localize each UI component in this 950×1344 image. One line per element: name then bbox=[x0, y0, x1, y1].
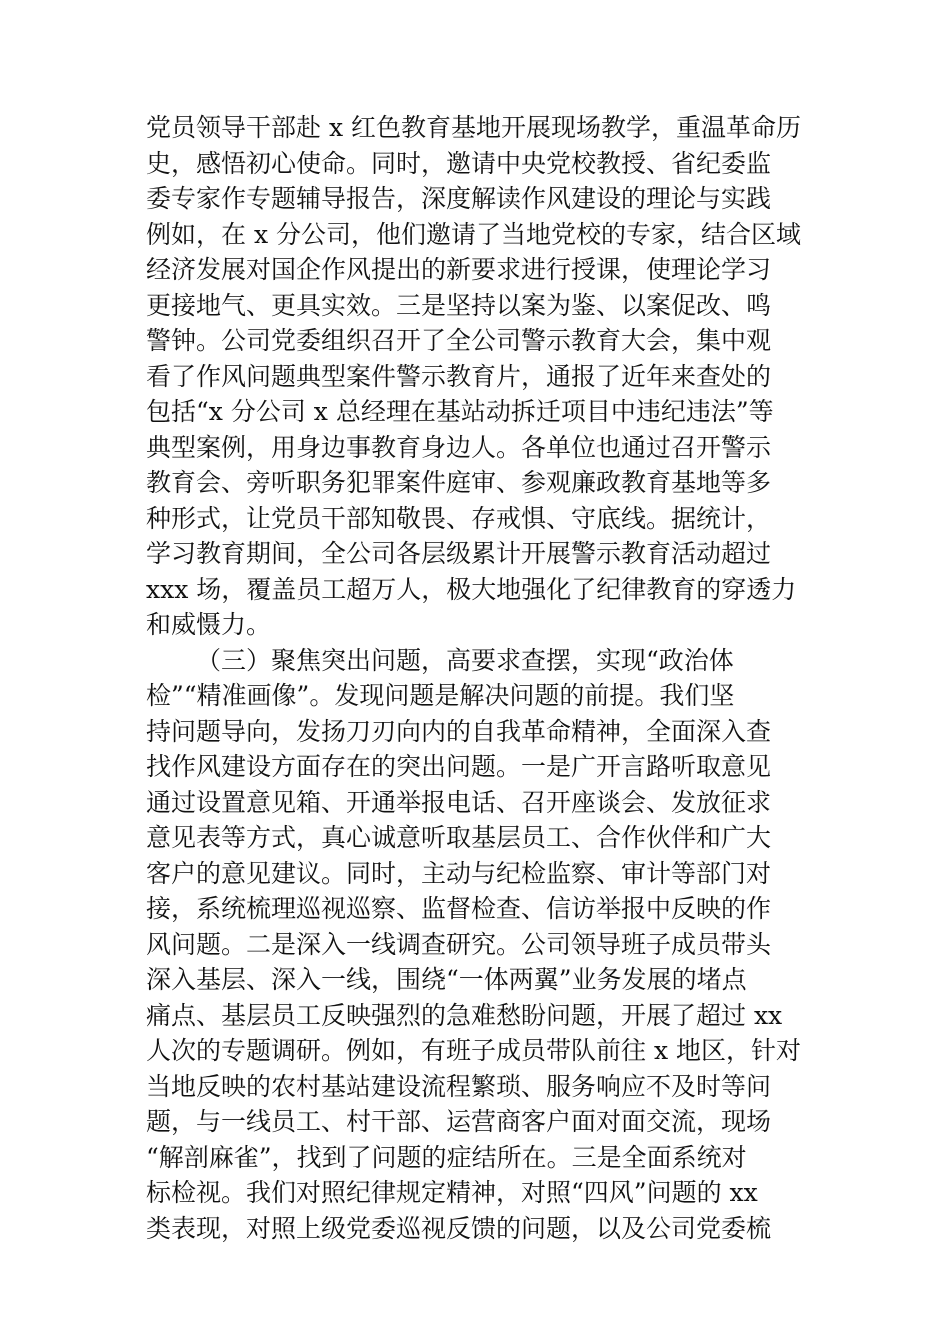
text-line: 检”“精准画像”。发现问题是解决问题的前提。我们坚 bbox=[146, 681, 735, 710]
text-line: 和威慑力。 bbox=[146, 610, 272, 639]
text-line: 例如，在 x 分公司，他们邀请了当地党校的专家，结合区域 bbox=[146, 219, 801, 249]
text-line: 标检视。我们对照纪律规定精神，对照“四风”问题的 xx bbox=[146, 1178, 758, 1207]
text-line: 学习教育期间，全公司各层级累计开展警示教育活动超过 bbox=[146, 539, 772, 568]
paragraph-1 bbox=[146, 110, 810, 643]
text-line: xxx 场，覆盖员工超万人，极大地强化了纪律教育的穿透力 bbox=[146, 574, 797, 604]
text-line: 人次的专题调研。例如，有班子成员带队前往 x 地区，针对 bbox=[146, 1036, 801, 1065]
text-line: 种形式，让党员干部知敬畏、存戒惧、守底线。据统计， bbox=[146, 503, 772, 533]
text-line: 更接地气、更具实效。三是坚持以案为鉴、以案促改、鸣 bbox=[146, 290, 772, 320]
text-line: 意见表等方式，真心诚意听取基层员工、合作伙伴和广大 bbox=[146, 823, 772, 852]
text-line: 客户的意见建议。同时，主动与纪检监察、审计等部门对 bbox=[146, 858, 772, 888]
text-line: 史，感悟初心使命。同时，邀请中央党校教授、省纪委监 bbox=[146, 148, 772, 178]
text-line: 痛点、基层员工反映强烈的急难愁盼问题，开展了超过 xx bbox=[146, 1000, 783, 1030]
text-line: 看了作风问题典型案件警示教育片，通报了近年来查处的 bbox=[146, 361, 772, 391]
text-line: 类表现，对照上级党委巡视反馈的问题，以及公司党委梳 bbox=[146, 1213, 772, 1243]
text-line: 找作风建设方面存在的突出问题。一是广开言路听取意见 bbox=[146, 752, 772, 781]
text-line: 警钟。公司党委组织召开了全公司警示教育大会，集中观 bbox=[146, 326, 772, 355]
text-line: 党员领导干部赴 x 红色教育基地开展现场教学，重温革命历 bbox=[146, 113, 801, 142]
text-line: “解剖麻雀”，找到了问题的症结所在。三是全面系统对 bbox=[146, 1142, 747, 1172]
text-line: 经济发展对国企作风提出的新要求进行授课，使理论学习 bbox=[146, 255, 772, 284]
text-line: 持问题导向，发扬刀刃向内的自我革命精神，全面深入查 bbox=[146, 716, 772, 746]
text-line: 题，与一线员工、村干部、运营商客户面对面交流，现场 bbox=[146, 1107, 772, 1136]
paragraph-2 bbox=[146, 643, 810, 1247]
text-line: 深入基层、深入一线，围绕“一体两翼”业务发展的堵点 bbox=[146, 965, 747, 994]
text-line: 当地反映的农村基站建设流程繁琐、服务响应不及时等问 bbox=[146, 1071, 772, 1101]
document-body bbox=[146, 110, 810, 1246]
text-line: 包括“x 分公司 x 总经理在基站动拆迁项目中违纪违法”等 bbox=[146, 397, 774, 426]
text-line: 委专家作专题辅导报告，深度解读作风建设的理论与实践 bbox=[146, 184, 772, 213]
text-line: 风问题。二是深入一线调查研究。公司领导班子成员带头 bbox=[146, 929, 772, 959]
text-line: （三）聚焦突出问题，高要求查摆，实现“政治体 bbox=[196, 645, 734, 675]
text-line: 通过设置意见箱、开通举报电话、召开座谈会、发放征求 bbox=[146, 787, 772, 817]
text-line: 教育会、旁听职务犯罪案件庭审、参观廉政教育基地等多 bbox=[146, 468, 772, 497]
text-line: 典型案例，用身边事教育身边人。各单位也通过召开警示 bbox=[146, 432, 772, 462]
text-line: 接，系统梳理巡视巡察、监督检查、信访举报中反映的作 bbox=[146, 894, 772, 923]
